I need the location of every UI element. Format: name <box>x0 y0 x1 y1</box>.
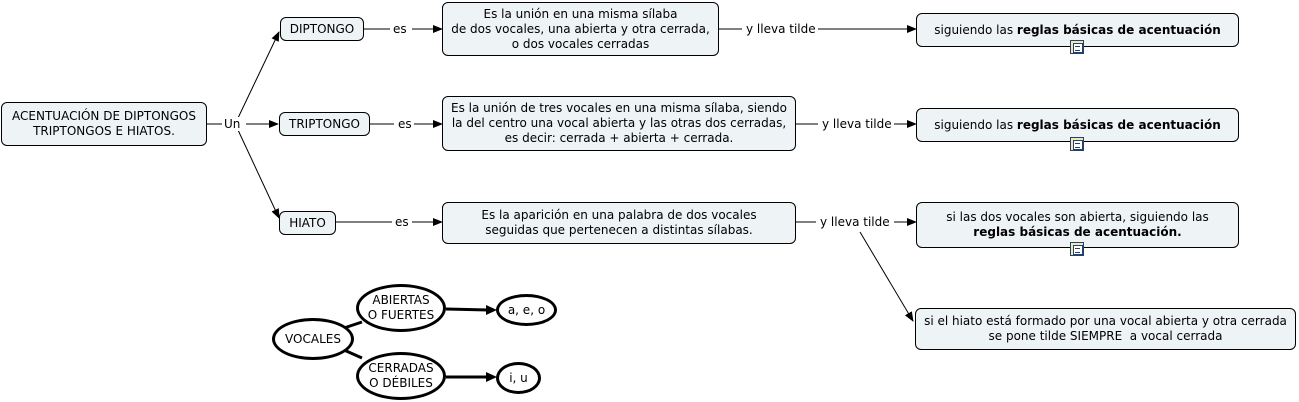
cerradas-node[interactable] <box>356 352 446 400</box>
vocales-node[interactable] <box>272 318 354 360</box>
hiato-tilde-label: y lleva tilde <box>820 215 890 229</box>
diptongo-def-line-1: Es la unión en una misma sílaba <box>483 6 678 21</box>
hiato-rule2-line-2: se pone tilde SIEMPRE a vocal cerrada <box>988 329 1223 343</box>
diptongo-node[interactable] <box>280 17 364 41</box>
hiato-rule2-line-1: si el hiato está formado por una vocal abierta y otra cerrada <box>924 314 1287 328</box>
diptongo-es-label: es <box>393 22 407 36</box>
root-line-2: TRIPTONGOS E HIATOS. <box>33 124 175 138</box>
triptongo-es-label: es <box>398 117 412 131</box>
diptongo-def-line-3: o dos vocales cerradas <box>511 36 650 51</box>
triptongo-tilde-label: y lleva tilde <box>822 117 892 131</box>
hiato-label: HIATO <box>289 215 326 230</box>
open-vowels-letters[interactable] <box>496 294 557 326</box>
cerradas-line-1: CERRADAS <box>368 361 434 375</box>
hiato-def-line-2: seguidas que pertenecen a distintas sílabas. <box>485 223 753 237</box>
document-link-icon[interactable] <box>1070 40 1084 54</box>
diptongo-rule-plain: siguiendo las <box>934 22 1017 37</box>
hiato-rule-plain: si las dos vocales son abierta, siguiendo las <box>946 210 1209 224</box>
document-link-icon[interactable] <box>1070 242 1084 256</box>
triptongo-rule-bold: reglas básicas de acentuación <box>1016 117 1221 132</box>
closed-vowels-letters[interactable] <box>496 362 541 394</box>
hiato-definition[interactable] <box>442 202 796 244</box>
triptongo-rule-plain: siguiendo las <box>934 117 1017 132</box>
root-line-1: ACENTUACIÓN DE DIPTONGOS <box>12 109 196 123</box>
triptongo-label: TRIPTONGO <box>289 116 360 131</box>
open-vowels-text: a, e, o <box>507 302 546 317</box>
hiato-rule-2[interactable] <box>915 308 1296 350</box>
closed-vowels-text: i, u <box>509 370 528 385</box>
triptongo-def-line-2: la del centro una vocal abierta y las otras dos cerradas, <box>451 116 787 130</box>
document-link-icon[interactable] <box>1070 137 1084 151</box>
root-concept[interactable] <box>1 102 207 146</box>
triptongo-def-line-1: Es la unión de tres vocales en una misma sílaba, siendo <box>451 101 787 115</box>
hiato-node[interactable] <box>279 211 336 235</box>
triptongo-node[interactable] <box>279 112 370 136</box>
abiertas-line-1: ABIERTAS <box>372 293 430 307</box>
triptongo-definition[interactable] <box>442 96 796 151</box>
abiertas-node[interactable] <box>356 284 446 332</box>
diptongo-def-line-2: de dos vocales, una abierta y otra cerrada, <box>451 21 710 36</box>
hiato-def-line-1: Es la aparición en una palabra de dos vocales <box>481 208 757 222</box>
triptongo-def-line-3: es decir: cerrada + abierta + cerrada. <box>504 131 734 145</box>
hiato-es-label: es <box>395 215 409 229</box>
hiato-rule-bold: reglas básicas de acentuación. <box>973 225 1182 239</box>
link-label-un: Un <box>224 117 241 131</box>
abiertas-line-2: O FUERTES <box>367 308 435 322</box>
diptongo-rule-bold: reglas básicas de acentuación <box>1016 22 1221 37</box>
cerradas-line-2: O DÉBILES <box>369 376 433 390</box>
vocales-label: VOCALES <box>285 331 341 346</box>
diptongo-definition[interactable] <box>442 2 719 56</box>
diptongo-label: DIPTONGO <box>289 21 355 36</box>
diptongo-tilde-label: y lleva tilde <box>746 22 816 36</box>
